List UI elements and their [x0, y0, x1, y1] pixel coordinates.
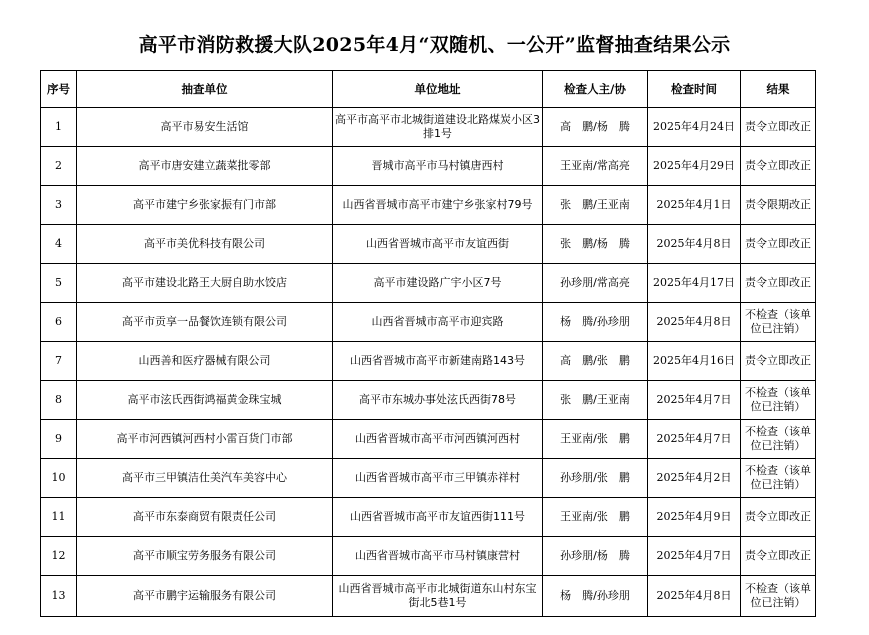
table-row — [41, 381, 816, 420]
table-row — [41, 303, 816, 342]
cell-unit: 高平市建宁乡张家振有门市部 — [77, 186, 333, 225]
cell-unit: 高平市顺宝劳务服务有限公司 — [77, 537, 333, 576]
cell-no: 11 — [41, 498, 77, 537]
cell-inspectors: 高 鹏/张 鹏 — [543, 342, 648, 381]
header-inspectors: 检查人主/协 — [543, 71, 648, 108]
cell-unit: 高平市易安生活馆 — [77, 108, 333, 147]
header-address: 单位地址 — [333, 71, 543, 108]
cell-unit: 高平市建设北路王大厨自助水饺店 — [77, 264, 333, 303]
cell-address: 山西省晋城市高平市马村镇康营村 — [333, 537, 543, 576]
cell-no: 7 — [41, 342, 77, 381]
cell-address: 山西省晋城市高平市友谊西街111号 — [333, 498, 543, 537]
table-row — [41, 342, 816, 381]
cell-address: 山西省晋城市高平市河西镇河西村 — [333, 420, 543, 459]
cell-inspectors: 杨 腾/孙珍朋 — [543, 576, 648, 617]
cell-inspectors: 王亚南/张 鹏 — [543, 420, 648, 459]
cell-no: 3 — [41, 186, 77, 225]
cell-result: 责令立即改正 — [741, 342, 816, 381]
cell-unit: 高平市泫氏西街鸿福黄金珠宝城 — [77, 381, 333, 420]
cell-date: 2025年4月17日 — [648, 264, 741, 303]
cell-date: 2025年4月2日 — [648, 459, 741, 498]
cell-inspectors: 孙珍朋/常高亮 — [543, 264, 648, 303]
cell-result: 不检查（该单位已注销） — [741, 420, 816, 459]
cell-no: 10 — [41, 459, 77, 498]
cell-no: 5 — [41, 264, 77, 303]
page-title: 高平市消防救援大队2025年4月“双随机、一公开”监督抽查结果公示 — [138, 34, 731, 56]
table-header-row — [41, 71, 816, 108]
cell-result: 责令立即改正 — [741, 537, 816, 576]
cell-no: 6 — [41, 303, 77, 342]
cell-address: 高平市东城办事处泫氏西街78号 — [333, 381, 543, 420]
cell-date: 2025年4月8日 — [648, 225, 741, 264]
table-row — [41, 576, 816, 617]
cell-address: 高平市高平市北城街道建设北路煤炭小区3排1号 — [333, 108, 543, 147]
cell-address: 山西省晋城市高平市建宁乡张家村79号 — [333, 186, 543, 225]
cell-result: 责令限期改正 — [741, 186, 816, 225]
cell-date: 2025年4月24日 — [648, 108, 741, 147]
cell-unit: 高平市三甲镇洁仕美汽车美容中心 — [77, 459, 333, 498]
cell-inspectors: 孙珍朋/杨 腾 — [543, 537, 648, 576]
table-row — [41, 498, 816, 537]
table-row — [41, 147, 816, 186]
cell-inspectors: 孙珍朋/张 鹏 — [543, 459, 648, 498]
cell-unit: 高平市东泰商贸有限责任公司 — [77, 498, 333, 537]
header-result: 结果 — [741, 71, 816, 108]
cell-result: 不检查（该单位已注销） — [741, 381, 816, 420]
cell-address: 山西省晋城市高平市迎宾路 — [333, 303, 543, 342]
table-row — [41, 108, 816, 147]
cell-address: 山西省晋城市高平市北城街道东山村东宝街北5巷1号 — [333, 576, 543, 617]
cell-inspectors: 张 鹏/杨 腾 — [543, 225, 648, 264]
cell-inspectors: 高 鹏/杨 腾 — [543, 108, 648, 147]
cell-unit: 高平市贡享一品餐饮连锁有限公司 — [77, 303, 333, 342]
cell-inspectors: 张 鹏/王亚南 — [543, 186, 648, 225]
cell-date: 2025年4月8日 — [648, 576, 741, 617]
cell-result: 责令立即改正 — [741, 498, 816, 537]
header-unit: 抽查单位 — [77, 71, 333, 108]
cell-no: 13 — [41, 576, 77, 617]
cell-inspectors: 张 鹏/王亚南 — [543, 381, 648, 420]
table-row — [41, 264, 816, 303]
header-date: 检查时间 — [648, 71, 741, 108]
cell-no: 12 — [41, 537, 77, 576]
cell-inspectors: 王亚南/常高亮 — [543, 147, 648, 186]
cell-no: 4 — [41, 225, 77, 264]
cell-date: 2025年4月7日 — [648, 420, 741, 459]
cell-date: 2025年4月16日 — [648, 342, 741, 381]
cell-unit: 高平市美优科技有限公司 — [77, 225, 333, 264]
table-row — [41, 420, 816, 459]
table-row — [41, 537, 816, 576]
cell-result: 不检查（该单位已注销） — [741, 459, 816, 498]
cell-address: 山西省晋城市高平市新建南路143号 — [333, 342, 543, 381]
cell-result: 责令立即改正 — [741, 225, 816, 264]
cell-unit: 高平市鹏宇运输服务有限公司 — [77, 576, 333, 617]
cell-no: 1 — [41, 108, 77, 147]
cell-date: 2025年4月9日 — [648, 498, 741, 537]
cell-no: 8 — [41, 381, 77, 420]
cell-no: 2 — [41, 147, 77, 186]
cell-date: 2025年4月7日 — [648, 381, 741, 420]
header-no: 序号 — [41, 71, 77, 108]
table-row — [41, 186, 816, 225]
cell-date: 2025年4月1日 — [648, 186, 741, 225]
cell-unit: 山西善和医疗器械有限公司 — [77, 342, 333, 381]
table-row — [41, 225, 816, 264]
cell-no: 9 — [41, 420, 77, 459]
cell-result: 责令立即改正 — [741, 147, 816, 186]
cell-date: 2025年4月29日 — [648, 147, 741, 186]
cell-unit: 高平市唐安建立蔬菜批零部 — [77, 147, 333, 186]
cell-unit: 高平市河西镇河西村小雷百货门市部 — [77, 420, 333, 459]
cell-result: 责令立即改正 — [741, 264, 816, 303]
cell-address: 山西省晋城市高平市三甲镇赤祥村 — [333, 459, 543, 498]
table-row — [41, 459, 816, 498]
cell-address: 晋城市高平市马村镇唐西村 — [333, 147, 543, 186]
cell-result: 责令立即改正 — [741, 108, 816, 147]
cell-inspectors: 王亚南/张 鹏 — [543, 498, 648, 537]
cell-result: 不检查（该单位已注销） — [741, 303, 816, 342]
cell-date: 2025年4月8日 — [648, 303, 741, 342]
cell-address: 山西省晋城市高平市友谊西街 — [333, 225, 543, 264]
cell-date: 2025年4月7日 — [648, 537, 741, 576]
inspection-results-table — [40, 70, 816, 617]
cell-result: 不检查（该单位已注销） — [741, 576, 816, 617]
cell-address: 高平市建设路广宇小区7号 — [333, 264, 543, 303]
cell-inspectors: 杨 腾/孙珍朋 — [543, 303, 648, 342]
